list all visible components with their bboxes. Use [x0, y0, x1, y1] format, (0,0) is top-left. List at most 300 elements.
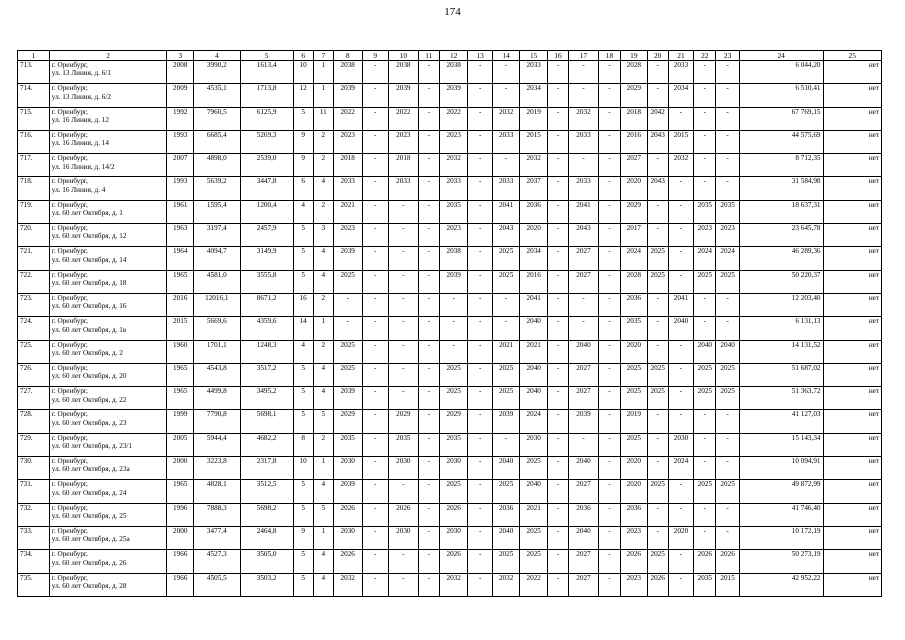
table-cell: 6: [293, 177, 313, 200]
table-cell: 1200,4: [240, 200, 293, 223]
table-cell: -: [716, 177, 739, 200]
table-cell: -: [598, 224, 620, 247]
table-cell: 1965: [167, 270, 194, 293]
address-street: ул. 60 лет Октября, д. 1в: [51, 325, 127, 334]
table-cell: 2035: [621, 317, 648, 340]
table-cell: нет: [823, 270, 882, 293]
table-cell: 1992: [167, 107, 194, 130]
table-cell: 2033: [668, 61, 693, 84]
address-street: ул. 13 Линия, д. 6/2: [51, 92, 111, 101]
table-cell: 3495,2: [240, 387, 293, 410]
column-number-cell: 8: [333, 51, 362, 61]
table-cell: -: [694, 526, 716, 549]
table-cell: 10: [293, 457, 313, 480]
table-cell: 4581,0: [193, 270, 240, 293]
table-cell: 4: [313, 480, 333, 503]
table-cell: -: [468, 84, 492, 107]
table-cell: 3447,8: [240, 177, 293, 200]
table-cell: 2021: [333, 200, 362, 223]
table-cell: -: [492, 61, 520, 84]
table-row: [18, 526, 882, 549]
table-cell: 31 584,98: [739, 177, 823, 200]
address-cell: [49, 387, 167, 410]
table-cell: нет: [823, 154, 882, 177]
table-cell: 1713,8: [240, 84, 293, 107]
address-city: г. Оренбург,: [51, 293, 88, 302]
table-cell: -: [647, 526, 668, 549]
table-cell: 2032: [569, 107, 599, 130]
table-cell: 2009: [167, 84, 194, 107]
table-cell: -: [492, 154, 520, 177]
table-cell: -: [547, 526, 568, 549]
address-city: г. Оренбург,: [51, 154, 88, 163]
address-street: ул. 60 лет Октября, д. 24: [51, 488, 127, 497]
table-cell: 2025: [647, 387, 668, 410]
table-cell: 1965: [167, 480, 194, 503]
table-cell: 3512,5: [240, 480, 293, 503]
address-cell: [49, 363, 167, 386]
table-cell: 730.: [18, 457, 50, 480]
address-cell: [49, 457, 167, 480]
table-cell: -: [468, 317, 492, 340]
table-cell: 46 289,36: [739, 247, 823, 270]
table-cell: -: [598, 363, 620, 386]
table-cell: 731.: [18, 480, 50, 503]
table-cell: 2041: [492, 200, 520, 223]
table-cell: -: [362, 224, 389, 247]
table-cell: 3505,0: [240, 550, 293, 573]
table-cell: -: [716, 130, 739, 153]
table-cell: -: [468, 573, 492, 596]
table-cell: 2025: [492, 480, 520, 503]
table-cell: 2020: [621, 340, 648, 363]
table-cell: 4: [293, 340, 313, 363]
table-cell: -: [418, 340, 439, 363]
table-cell: 728.: [18, 410, 50, 433]
table-cell: 18 637,31: [739, 200, 823, 223]
address-cell: [49, 433, 167, 456]
table-cell: 4: [313, 247, 333, 270]
table-cell: -: [468, 480, 492, 503]
address-city: г. Оренбург,: [51, 200, 88, 209]
table-cell: 2033: [389, 177, 419, 200]
table-cell: 5: [293, 363, 313, 386]
table-cell: -: [439, 340, 468, 363]
address-street: ул. 60 лет Октября, д. 12: [51, 232, 127, 241]
table-cell: -: [418, 480, 439, 503]
table-cell: 2023: [694, 224, 716, 247]
table-cell: 2457,9: [240, 224, 293, 247]
table-cell: 8 712,35: [739, 154, 823, 177]
table-cell: 2039: [333, 247, 362, 270]
table-cell: 3990,2: [193, 61, 240, 84]
table-cell: 2015: [668, 130, 693, 153]
table-cell: -: [647, 317, 668, 340]
table-cell: 2040: [569, 526, 599, 549]
table-cell: 2040: [694, 340, 716, 363]
table-cell: -: [647, 457, 668, 480]
table-cell: -: [668, 387, 693, 410]
table-cell: 2025: [716, 387, 739, 410]
column-number-cell: 5: [240, 51, 293, 61]
table-cell: 2024: [520, 410, 548, 433]
table-cell: 1: [313, 526, 333, 549]
table-cell: -: [418, 503, 439, 526]
table-cell: -: [468, 107, 492, 130]
table-cell: 67 769,15: [739, 107, 823, 130]
address-cell: [49, 293, 167, 316]
table-cell: 12 203,40: [739, 293, 823, 316]
table-cell: нет: [823, 457, 882, 480]
table-cell: 2032: [439, 573, 468, 596]
table-cell: 2040: [569, 340, 599, 363]
table-cell: 2: [313, 433, 333, 456]
address-street: ул. 60 лет Октября, д. 2: [51, 348, 123, 357]
table-cell: -: [569, 293, 599, 316]
table-cell: 12016,1: [193, 293, 240, 316]
table-row: [18, 270, 882, 293]
table-cell: -: [418, 317, 439, 340]
table-cell: -: [598, 293, 620, 316]
table-cell: 1964: [167, 247, 194, 270]
table-row: [18, 177, 882, 200]
table-cell: 2035: [694, 200, 716, 223]
table-row: [18, 84, 882, 107]
table-cell: 49 872,99: [739, 480, 823, 503]
table-cell: -: [418, 387, 439, 410]
table-cell: 2034: [520, 247, 548, 270]
table-cell: -: [668, 363, 693, 386]
table-cell: 1595,4: [193, 200, 240, 223]
table-cell: 2025: [492, 270, 520, 293]
table-cell: 2030: [333, 526, 362, 549]
table-cell: 2023: [333, 130, 362, 153]
address-city: г. Оренбург,: [51, 130, 88, 139]
column-number-cell: 22: [694, 51, 716, 61]
table-cell: 732.: [18, 503, 50, 526]
table-cell: -: [668, 107, 693, 130]
column-number-cell: 4: [193, 51, 240, 61]
table-cell: 2038: [439, 61, 468, 84]
table-cell: -: [694, 61, 716, 84]
table-cell: 2025: [621, 363, 648, 386]
table-cell: 3477,4: [193, 526, 240, 549]
table-cell: 2041: [569, 200, 599, 223]
table-cell: 4527,3: [193, 550, 240, 573]
table-cell: -: [668, 480, 693, 503]
table-cell: 2039: [333, 480, 362, 503]
table-cell: 2035: [389, 433, 419, 456]
table-cell: 2039: [333, 84, 362, 107]
table-cell: -: [598, 480, 620, 503]
table-cell: 15 143,34: [739, 433, 823, 456]
table-cell: нет: [823, 526, 882, 549]
table-cell: 16: [293, 293, 313, 316]
table-cell: 2027: [569, 573, 599, 596]
column-number-cell: 3: [167, 51, 194, 61]
table-cell: 726.: [18, 363, 50, 386]
table-cell: -: [668, 224, 693, 247]
table-cell: 2032: [668, 154, 693, 177]
table-cell: -: [418, 130, 439, 153]
table-cell: 3223,8: [193, 457, 240, 480]
table-cell: 2025: [621, 433, 648, 456]
table-cell: 724.: [18, 317, 50, 340]
table-cell: 2033: [569, 177, 599, 200]
table-cell: 3517,2: [240, 363, 293, 386]
table-cell: 1: [313, 317, 333, 340]
address-street: ул. 60 лет Октября, д. 22: [51, 395, 127, 404]
address-street: ул. 16 Линия, д. 14/2: [51, 162, 115, 171]
table-cell: 1966: [167, 573, 194, 596]
table-cell: 2028: [621, 270, 648, 293]
address-city: г. Оренбург,: [51, 503, 88, 512]
column-number-cell: 24: [739, 51, 823, 61]
table-cell: 1966: [167, 550, 194, 573]
table-cell: 721.: [18, 247, 50, 270]
table-cell: 2040: [520, 317, 548, 340]
table-cell: 2039: [439, 84, 468, 107]
table-cell: 2033: [333, 177, 362, 200]
column-number-cell: 17: [569, 51, 599, 61]
table-cell: -: [389, 200, 419, 223]
table-cell: 2035: [716, 200, 739, 223]
table-cell: 1965: [167, 387, 194, 410]
table-cell: 2033: [569, 130, 599, 153]
table-cell: 2020: [621, 177, 648, 200]
table-cell: -: [468, 154, 492, 177]
column-number-cell: 9: [362, 51, 389, 61]
column-number-row: [18, 51, 882, 61]
table-cell: нет: [823, 433, 882, 456]
table-cell: -: [716, 503, 739, 526]
table-cell: 2040: [520, 363, 548, 386]
table-cell: 2015: [716, 573, 739, 596]
address-city: г. Оренбург,: [51, 410, 88, 419]
table-cell: 2020: [621, 480, 648, 503]
table-cell: -: [569, 433, 599, 456]
table-cell: -: [468, 177, 492, 200]
housing-register-table: [17, 50, 882, 597]
table-cell: нет: [823, 177, 882, 200]
table-cell: нет: [823, 200, 882, 223]
table-cell: 2025: [492, 247, 520, 270]
address-city: г. Оренбург,: [51, 387, 88, 396]
table-cell: -: [694, 503, 716, 526]
address-city: г. Оренбург,: [51, 550, 88, 559]
table-cell: 2030: [333, 457, 362, 480]
address-cell: [49, 200, 167, 223]
table-cell: -: [716, 61, 739, 84]
table-cell: 1613,4: [240, 61, 293, 84]
table-cell: нет: [823, 340, 882, 363]
column-number-cell: 1: [18, 51, 50, 61]
table-cell: 718.: [18, 177, 50, 200]
table-cell: -: [598, 107, 620, 130]
table-cell: 2034: [520, 84, 548, 107]
table-cell: -: [547, 503, 568, 526]
address-city: г. Оренбург,: [51, 247, 88, 256]
table-cell: 2040: [569, 457, 599, 480]
table-cell: 2035: [439, 200, 468, 223]
table-cell: 720.: [18, 224, 50, 247]
table-cell: 12: [293, 84, 313, 107]
table-cell: -: [468, 200, 492, 223]
column-number-cell: 12: [439, 51, 468, 61]
table-cell: 713.: [18, 61, 50, 84]
address-city: г. Оренбург,: [51, 457, 88, 466]
table-cell: -: [362, 550, 389, 573]
table-cell: -: [694, 130, 716, 153]
address-street: ул. 60 лет Октября, д. 18: [51, 279, 127, 288]
address-street: ул. 60 лет Октября, д. 23/1: [51, 442, 133, 451]
table-cell: 6 131,13: [739, 317, 823, 340]
address-street: ул. 60 лет Октября, д. 16: [51, 302, 127, 311]
table-cell: -: [547, 177, 568, 200]
table-cell: 6 510,41: [739, 84, 823, 107]
table-cell: -: [694, 293, 716, 316]
table-cell: 2: [313, 154, 333, 177]
table-cell: -: [362, 480, 389, 503]
table-cell: 2032: [439, 154, 468, 177]
table-cell: -: [468, 270, 492, 293]
table-cell: -: [418, 154, 439, 177]
table-cell: 2036: [520, 200, 548, 223]
table-cell: -: [598, 457, 620, 480]
table-cell: -: [598, 177, 620, 200]
table-cell: -: [598, 130, 620, 153]
table-cell: 6125,9: [240, 107, 293, 130]
address-city: г. Оренбург,: [51, 177, 88, 186]
table-cell: 2026: [389, 503, 419, 526]
table-cell: 42 952,22: [739, 573, 823, 596]
table-cell: 2035: [333, 433, 362, 456]
table-row: [18, 224, 882, 247]
table-cell: 2039: [389, 84, 419, 107]
table-cell: 735.: [18, 573, 50, 596]
table-cell: 2042: [647, 107, 668, 130]
table-cell: -: [694, 84, 716, 107]
table-cell: -: [598, 61, 620, 84]
table-cell: нет: [823, 61, 882, 84]
column-number-cell: 6: [293, 51, 313, 61]
table-cell: -: [547, 363, 568, 386]
table-cell: -: [418, 573, 439, 596]
table-cell: -: [668, 503, 693, 526]
table-cell: -: [439, 293, 468, 316]
table-cell: 2539,0: [240, 154, 293, 177]
table-cell: нет: [823, 363, 882, 386]
table-cell: 2030: [668, 433, 693, 456]
table-cell: 2029: [621, 200, 648, 223]
address-cell: [49, 503, 167, 526]
table-cell: 2018: [389, 154, 419, 177]
table-cell: 4: [313, 550, 333, 573]
table-row: [18, 363, 882, 386]
table-cell: 2025: [439, 363, 468, 386]
table-cell: -: [547, 410, 568, 433]
table-row: [18, 457, 882, 480]
table-cell: 2029: [621, 84, 648, 107]
table-cell: 2032: [492, 573, 520, 596]
table-cell: 9: [293, 130, 313, 153]
table-cell: 3197,4: [193, 224, 240, 247]
table-cell: 2317,8: [240, 457, 293, 480]
table-cell: -: [547, 61, 568, 84]
table-cell: 725.: [18, 340, 50, 363]
table-cell: -: [694, 410, 716, 433]
address-street: ул. 16 Линия, д. 14: [51, 139, 109, 148]
table-cell: 2025: [492, 550, 520, 573]
table-cell: -: [569, 317, 599, 340]
address-street: ул. 60 лет Октября, д. 20: [51, 372, 127, 381]
column-number-cell: 14: [492, 51, 520, 61]
table-cell: 50 220,37: [739, 270, 823, 293]
table-cell: -: [547, 224, 568, 247]
table-cell: 2025: [716, 480, 739, 503]
table-cell: 2030: [520, 433, 548, 456]
table-row: [18, 573, 882, 596]
table-cell: 7888,3: [193, 503, 240, 526]
table-cell: 6 044,20: [739, 61, 823, 84]
address-city: г. Оренбург,: [51, 573, 88, 582]
table-cell: -: [598, 200, 620, 223]
table-cell: 2464,8: [240, 526, 293, 549]
table-cell: 2030: [389, 457, 419, 480]
table-cell: 2025: [492, 363, 520, 386]
table-cell: 2005: [167, 433, 194, 456]
table-cell: 2000: [167, 526, 194, 549]
table-cell: 2026: [439, 550, 468, 573]
table-cell: нет: [823, 550, 882, 573]
table-cell: -: [716, 433, 739, 456]
table-cell: 10 094,91: [739, 457, 823, 480]
table-cell: -: [647, 410, 668, 433]
table-cell: 2029: [439, 410, 468, 433]
table-cell: 2043: [569, 224, 599, 247]
table-cell: -: [547, 107, 568, 130]
table-cell: 2040: [668, 317, 693, 340]
table-cell: -: [362, 270, 389, 293]
table-cell: 2025: [492, 387, 520, 410]
table-cell: 2026: [694, 550, 716, 573]
table-cell: -: [418, 457, 439, 480]
table-cell: 2008: [167, 61, 194, 84]
table-cell: 4898,0: [193, 154, 240, 177]
table-cell: 7960,5: [193, 107, 240, 130]
table-cell: 2025: [439, 480, 468, 503]
table-cell: -: [468, 293, 492, 316]
table-cell: 714.: [18, 84, 50, 107]
table-cell: -: [668, 200, 693, 223]
table-cell: -: [389, 270, 419, 293]
table-cell: 4: [293, 200, 313, 223]
table-cell: -: [647, 61, 668, 84]
table-cell: -: [694, 154, 716, 177]
table-cell: -: [418, 247, 439, 270]
table-cell: нет: [823, 130, 882, 153]
table-cell: -: [362, 503, 389, 526]
table-cell: -: [598, 387, 620, 410]
table-cell: 2021: [520, 503, 548, 526]
table-cell: -: [468, 457, 492, 480]
table-cell: -: [418, 224, 439, 247]
table-cell: -: [468, 550, 492, 573]
table-cell: -: [418, 200, 439, 223]
table-row: [18, 340, 882, 363]
table-cell: 4: [313, 270, 333, 293]
table-cell: 2000: [167, 457, 194, 480]
